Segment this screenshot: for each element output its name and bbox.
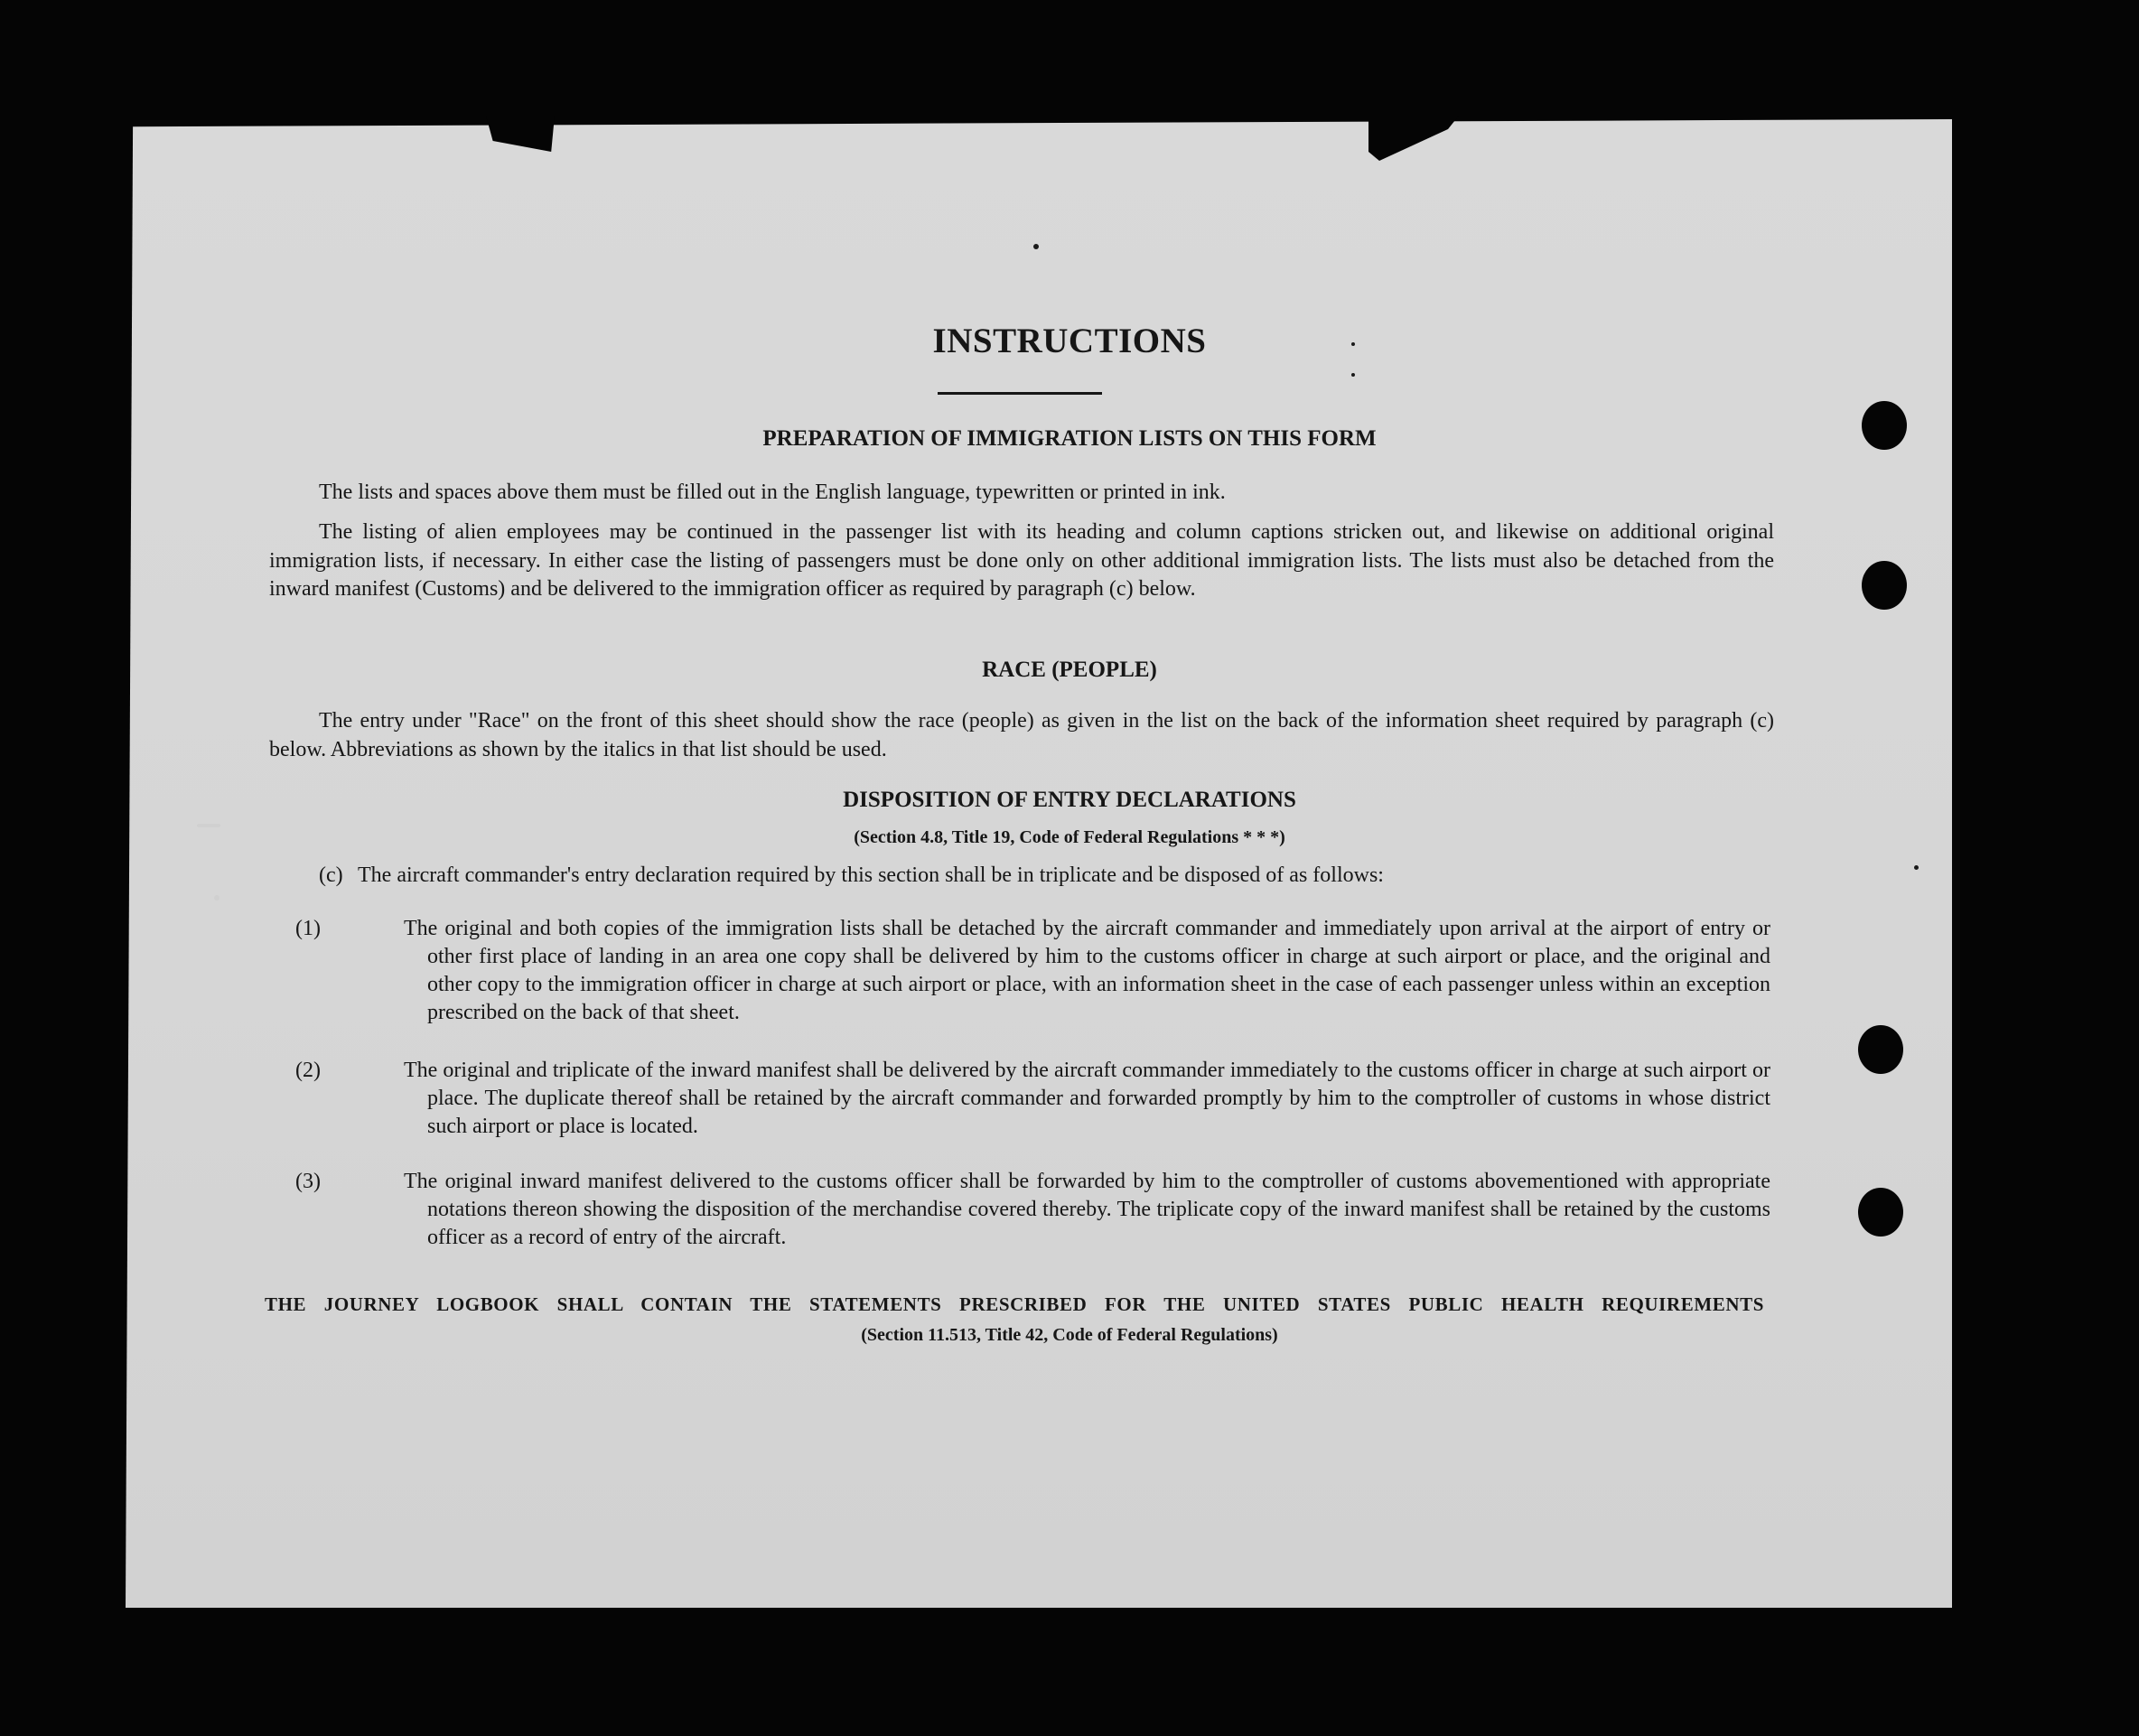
paragraph-race: The entry under "Race" on the front of this sheet should show the race (people) as given in the list on the back of the information sheet required by paragraph (c) below. Abbreviations as shown by the italics in that list should be used. [269,709,1774,761]
punch-hole [1862,561,1907,610]
speck [1033,244,1039,249]
item-number: (1) [295,917,321,940]
speck [214,895,220,901]
intro-text: The aircraft commander's entry declaration required by this section shall be in triplicate and be disposed of as follows: [358,863,1384,887]
section-heading-preparation: PREPARATION OF IMMIGRATION LISTS ON THIS FORM [762,426,1377,451]
footer-citation: (Section 11.513, Title 42, Code of Federal Regulations) [861,1325,1278,1345]
footer-statement: THE JOURNEY LOGBOOK SHALL CONTAIN THE STATEMENTS PRESCRIBED FOR THE UNITED STATES PUBLIC HEALTH REQUIREMENTS [265,1293,1764,1315]
section-heading-race: RACE (PEOPLE) [982,658,1157,682]
punch-hole [1858,1025,1903,1074]
speck [1914,865,1919,870]
punch-hole [1858,1188,1903,1237]
list-item [295,1168,1770,1252]
item-number: (3) [295,1170,321,1193]
item-text: The original inward manifest delivered to the customs officer shall be forwarded by him to the comptroller of customs abovementioned with appropriate notations thereon showing the disposition of the merchandise covered thereby. The triplicate copy of the inward manifest shall be retained by the customs officer as a record of entry of the aircraft. [404,1170,1770,1249]
document-title: INSTRUCTIONS [932,322,1207,360]
item-text: The original and both copies of the immigration lists shall be detached by the aircraft commander and immediately upon arrival at the airport of entry or other first place of landing in an area one copy shall be delivered by him to the customs officer in charge at such airport or place, and the original and other copy to the immigration officer in charge at such airport or place, with an information sheet in the case of each passenger unless within an exception prescribed on the back of that sheet. [404,917,1770,1024]
item-number: (2) [295,1059,321,1082]
list-item [295,915,1770,1027]
paragraph-preparation-1: The lists and spaces above them must be filled out in the English language, typewritten or printed in ink. [319,481,1226,504]
section-citation-disposition: (Section 4.8, Title 19, Code of Federal Regulations * * *) [854,827,1285,847]
paragraph-preparation-2: The listing of alien employees may be continued in the passenger list with its heading and column captions stricken out, and likewise on additional original immigration lists, if necessary. In either case the listing of passengers must be done only on other additional immigration lists. The lists must also be detached from the inward manifest (Customs) and be delivered to the immigration officer as required by paragraph (c) below. [269,520,1774,601]
title-underline [938,392,1102,395]
intro-label: (c) [319,863,343,887]
list-item [295,1057,1770,1141]
speck [1351,373,1355,377]
section-heading-disposition: DISPOSITION OF ENTRY DECLARATIONS [843,788,1296,812]
item-text: The original and triplicate of the inward manifest shall be delivered by the aircraft commander immediately to the customs officer in charge at such airport or place. The duplicate thereof shall be retained by the aircraft commander and forwarded promptly by him to the comptroller of customs in whose district such airport or place is located. [404,1059,1770,1138]
